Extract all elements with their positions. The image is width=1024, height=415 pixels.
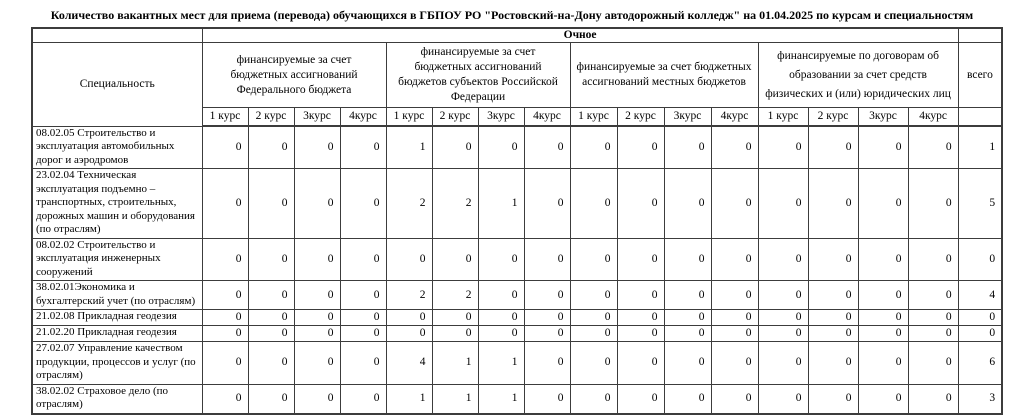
- value-cell: 0: [908, 310, 958, 326]
- value-cell: 0: [202, 281, 248, 310]
- group-header-subject-budgets: финансируемые за счет бюджетных ассигнований бюджетов субъектов Российской Федерации: [386, 43, 570, 108]
- group-header-federal-budget: финансируемые за счет бюджетных ассигнований Федерального бюджета: [202, 43, 386, 108]
- value-cell: 0: [340, 126, 386, 169]
- course-header-cell: 2 курс: [432, 108, 478, 127]
- value-cell: 0: [711, 326, 758, 342]
- value-cell: 0: [570, 342, 617, 385]
- value-cell: 0: [908, 238, 958, 281]
- course-header-cell: 1 курс: [758, 108, 808, 127]
- value-cell: 0: [808, 326, 858, 342]
- course-header-cell: 3курс: [478, 108, 524, 127]
- value-cell: 0: [386, 326, 432, 342]
- value-cell: 0: [478, 310, 524, 326]
- value-cell: 0: [758, 126, 808, 169]
- value-cell: 0: [248, 342, 294, 385]
- group-header-contracts: финансируемые по договорам об образовании за счет средств физических и (или) юридических лиц: [758, 43, 958, 108]
- specialty-cell: 21.02.20 Прикладная геодезия: [32, 326, 202, 342]
- total-cell: 5: [958, 169, 1002, 239]
- value-cell: 0: [478, 281, 524, 310]
- value-cell: 0: [294, 126, 340, 169]
- value-cell: 0: [478, 126, 524, 169]
- value-cell: 0: [386, 238, 432, 281]
- value-cell: 0: [478, 326, 524, 342]
- group-header-row: [32, 43, 1002, 108]
- value-cell: 0: [664, 326, 711, 342]
- value-cell: 0: [386, 310, 432, 326]
- value-cell: 2: [386, 281, 432, 310]
- course-header-cell: 1 курс: [386, 108, 432, 127]
- total-cell: 6: [958, 342, 1002, 385]
- value-cell: 1: [386, 384, 432, 414]
- value-cell: 0: [808, 342, 858, 385]
- specialty-header-cell: Специальность: [32, 43, 202, 127]
- total-cell: 4: [958, 281, 1002, 310]
- value-cell: 0: [294, 384, 340, 414]
- value-cell: 1: [478, 384, 524, 414]
- value-cell: 0: [202, 310, 248, 326]
- value-cell: 1: [478, 342, 524, 385]
- value-cell: 1: [432, 342, 478, 385]
- value-cell: 0: [340, 169, 386, 239]
- value-cell: 0: [664, 169, 711, 239]
- value-cell: 0: [202, 384, 248, 414]
- value-cell: 0: [340, 326, 386, 342]
- value-cell: 0: [711, 169, 758, 239]
- value-cell: 0: [340, 281, 386, 310]
- value-cell: 0: [524, 238, 570, 281]
- value-cell: 4: [386, 342, 432, 385]
- value-cell: 0: [478, 238, 524, 281]
- value-cell: 0: [711, 342, 758, 385]
- value-cell: 0: [858, 281, 908, 310]
- value-cell: 0: [570, 384, 617, 414]
- specialty-cell: 38.02.01Экономика и бухгалтерский учет (по отраслям): [32, 281, 202, 310]
- course-header-cell: 4курс: [908, 108, 958, 127]
- value-cell: 0: [202, 238, 248, 281]
- form-header-row: [32, 28, 1002, 43]
- total-cell: 0: [958, 238, 1002, 281]
- value-cell: 0: [617, 169, 664, 239]
- course-header-cell: 4курс: [340, 108, 386, 127]
- value-cell: 0: [858, 310, 908, 326]
- value-cell: 0: [858, 238, 908, 281]
- course-header-cell: 2 курс: [248, 108, 294, 127]
- value-cell: 0: [711, 384, 758, 414]
- value-cell: 0: [908, 169, 958, 239]
- value-cell: 0: [432, 326, 478, 342]
- value-cell: 0: [808, 310, 858, 326]
- value-cell: 2: [432, 169, 478, 239]
- value-cell: 0: [617, 126, 664, 169]
- corner-cell-right: [958, 28, 1002, 43]
- value-cell: 0: [294, 281, 340, 310]
- value-cell: 0: [248, 281, 294, 310]
- value-cell: 0: [617, 238, 664, 281]
- course-header-cell: 3курс: [294, 108, 340, 127]
- value-cell: 0: [248, 310, 294, 326]
- value-cell: 0: [758, 384, 808, 414]
- specialty-cell: 08.02.05 Строительство и эксплуатация автомобильных дорог и аэродромов: [32, 126, 202, 169]
- value-cell: 0: [808, 126, 858, 169]
- value-cell: 0: [711, 126, 758, 169]
- value-cell: 0: [202, 326, 248, 342]
- specialty-cell: 21.02.08 Прикладная геодезия: [32, 310, 202, 326]
- table-row: [32, 384, 1002, 414]
- total-cell: 1: [958, 126, 1002, 169]
- value-cell: 0: [294, 169, 340, 239]
- value-cell: 0: [248, 326, 294, 342]
- value-cell: 0: [758, 310, 808, 326]
- value-cell: 0: [570, 126, 617, 169]
- value-cell: 0: [570, 326, 617, 342]
- value-cell: 0: [617, 384, 664, 414]
- value-cell: 0: [524, 384, 570, 414]
- form-header-cell: Очное: [202, 28, 958, 43]
- value-cell: 0: [758, 238, 808, 281]
- table-row: [32, 238, 1002, 281]
- group-header-local-budgets: финансируемые за счет бюджетных ассигнований местных бюджетов: [570, 43, 758, 108]
- value-cell: 0: [808, 281, 858, 310]
- value-cell: 0: [294, 342, 340, 385]
- value-cell: 0: [524, 281, 570, 310]
- total-cell: 3: [958, 384, 1002, 414]
- total-header-cell: всего: [958, 43, 1002, 108]
- value-cell: 0: [908, 342, 958, 385]
- course-header-cell: 1 курс: [202, 108, 248, 127]
- value-cell: 0: [858, 126, 908, 169]
- value-cell: 0: [908, 326, 958, 342]
- value-cell: 1: [386, 126, 432, 169]
- value-cell: 0: [570, 281, 617, 310]
- value-cell: 0: [570, 169, 617, 239]
- value-cell: 0: [524, 326, 570, 342]
- table-row: [32, 310, 1002, 326]
- value-cell: 0: [294, 310, 340, 326]
- value-cell: 0: [524, 169, 570, 239]
- table-row: [32, 281, 1002, 310]
- value-cell: 0: [202, 169, 248, 239]
- value-cell: 0: [617, 342, 664, 385]
- value-cell: 0: [758, 342, 808, 385]
- value-cell: 0: [664, 342, 711, 385]
- value-cell: 2: [432, 281, 478, 310]
- value-cell: 0: [858, 342, 908, 385]
- value-cell: 0: [248, 384, 294, 414]
- table-row: [32, 326, 1002, 342]
- value-cell: 0: [711, 238, 758, 281]
- value-cell: 0: [808, 238, 858, 281]
- value-cell: 0: [808, 169, 858, 239]
- value-cell: 0: [908, 384, 958, 414]
- value-cell: 0: [758, 326, 808, 342]
- value-cell: 0: [758, 169, 808, 239]
- specialty-cell: 23.02.04 Техническая эксплуатация подъемно – транспортных, строительных, дорожных машин и оборудования (по отраслям): [32, 169, 202, 239]
- specialty-cell: 08.02.02 Строительство и эксплуатация инженерных сооружений: [32, 238, 202, 281]
- course-header-cell: 2 курс: [808, 108, 858, 127]
- value-cell: 0: [908, 126, 958, 169]
- value-cell: 0: [758, 281, 808, 310]
- vacancy-table: [31, 27, 1003, 415]
- corner-cell-left: [32, 28, 202, 43]
- total-subheader-cell: [958, 108, 1002, 127]
- value-cell: 0: [524, 342, 570, 385]
- total-cell: 0: [958, 326, 1002, 342]
- value-cell: 0: [524, 126, 570, 169]
- value-cell: 2: [386, 169, 432, 239]
- course-header-cell: 2 курс: [617, 108, 664, 127]
- value-cell: 0: [664, 238, 711, 281]
- value-cell: 0: [432, 126, 478, 169]
- value-cell: 0: [248, 169, 294, 239]
- value-cell: 0: [858, 169, 908, 239]
- value-cell: 0: [808, 384, 858, 414]
- value-cell: 0: [617, 326, 664, 342]
- course-header-cell: 4курс: [524, 108, 570, 127]
- value-cell: 0: [711, 281, 758, 310]
- value-cell: 0: [664, 310, 711, 326]
- course-header-cell: 3курс: [858, 108, 908, 127]
- page-title: Количество вакантных мест для приема (перевода) обучающихся в ГБПОУ РО "Ростовский-на-Дону автодорожный колледж" на 01.04.2025 по курсам и специальностям: [50, 8, 974, 22]
- table-row: [32, 342, 1002, 385]
- value-cell: 0: [617, 281, 664, 310]
- value-cell: 0: [617, 310, 664, 326]
- specialty-cell: 38.02.02 Страховое дело (по отраслям): [32, 384, 202, 414]
- value-cell: 0: [664, 281, 711, 310]
- course-header-cell: 1 курс: [570, 108, 617, 127]
- value-cell: 0: [858, 326, 908, 342]
- value-cell: 0: [858, 384, 908, 414]
- value-cell: 0: [340, 238, 386, 281]
- value-cell: 0: [664, 126, 711, 169]
- value-cell: 0: [340, 342, 386, 385]
- value-cell: 0: [340, 384, 386, 414]
- specialty-cell: 27.02.07 Управление качеством продукции, процессов и услуг (по отраслям): [32, 342, 202, 385]
- value-cell: 0: [524, 310, 570, 326]
- value-cell: 1: [432, 384, 478, 414]
- total-cell: 0: [958, 310, 1002, 326]
- value-cell: 1: [478, 169, 524, 239]
- course-header-cell: 4курс: [711, 108, 758, 127]
- value-cell: 0: [908, 281, 958, 310]
- value-cell: 0: [294, 238, 340, 281]
- value-cell: 0: [664, 384, 711, 414]
- value-cell: 0: [711, 310, 758, 326]
- value-cell: 0: [570, 310, 617, 326]
- course-header-cell: 3курс: [664, 108, 711, 127]
- value-cell: 0: [432, 238, 478, 281]
- value-cell: 0: [570, 238, 617, 281]
- value-cell: 0: [202, 342, 248, 385]
- value-cell: 0: [340, 310, 386, 326]
- table-body: [32, 126, 1002, 414]
- value-cell: 0: [248, 238, 294, 281]
- value-cell: 0: [432, 310, 478, 326]
- value-cell: 0: [248, 126, 294, 169]
- value-cell: 0: [294, 326, 340, 342]
- table-row: [32, 126, 1002, 169]
- table-row: [32, 169, 1002, 239]
- value-cell: 0: [202, 126, 248, 169]
